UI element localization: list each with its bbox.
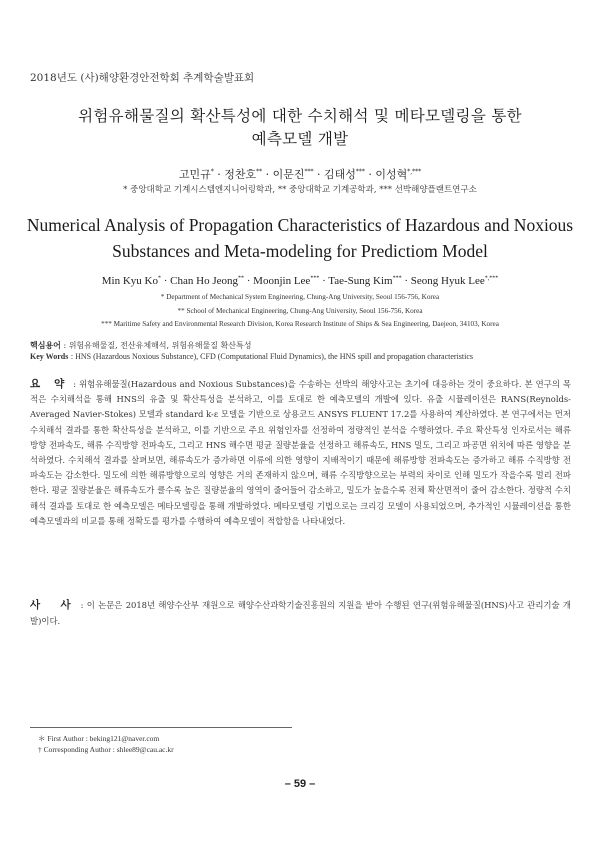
- acknowledgment: [30, 597, 571, 629]
- acknowledgment-lead: 사 사: [30, 599, 79, 611]
- abstract-lead: 요 약: [30, 378, 70, 390]
- author-separator: ·: [322, 275, 326, 287]
- author-mark: *: [158, 275, 161, 282]
- keywords-english-label: Key Words: [30, 352, 69, 361]
- korean-author: 고민규: [178, 168, 211, 181]
- keywords-english-text: : HNS (Hazardous Noxious Substance), CFD (Computational Fluid Dynamics), the HNS spill and propagation characteristics: [70, 352, 474, 361]
- page-number: – 59 –: [284, 778, 316, 790]
- korean-title-line-1: 위험유해물질의 확산특성에 대한 수치해석 및 메타모델링을 통한: [78, 107, 522, 125]
- author-mark: ***: [304, 168, 314, 176]
- author-mark: *: [210, 168, 214, 176]
- keywords-korean-text: : 위험유해물질, 전산유체해석, 위험유해물질 확산특성: [63, 341, 252, 350]
- author-separator: ·: [217, 168, 221, 181]
- abstract-text: : 위험유해물질(Hazardous and Noxious Substances)을 수송하는 선박의 해양사고는 초기에 대응하는 것이 중요하다. 본 연구의 목적은 수치해석을 통해 HNS의 유출 및 확산특성을 분석하고, 이를 토대로 한 예측모델의 개발에 있다. 유출 시뮬레이션은 RANS(Reynolds-Averaged Navier-Stokes) 모델과 standard k-ε 모델을 기반으로 상용코드 ANSYS FLUENT 17.2를 사용하여 계산하였다. 본 연구에서는 먼저 수치해석 결과를 통한 확산특성을 분석하고, 이를 기반으로 주요 위험인자를 선정하여 정량적인 분석을 수행하였다. 주요 확산특성 인자로서는 해류방향 전파속도, 해류 수직방향 전파속도, 그리고 HNS 해수면 평균 질량분율을 선정하고 해류속도, HNS 밀도, 그리고 파공면 위치에 따른 영향을 분석하였다. 수치해석 결과를 살펴보면, 해류속도가 증가하면 이류에 의한 영향이 지배적이기 때문에 해류방향 전파속도는 증가하고 해류 수직방향 전파속도는 감소한다. 밀도에 의한 해류방향으로의 영향은 거의 존재하지 않으며, 해류 수직방향으로는 부력의 차이로 인해 밀도가 작을수록 멀리 전파한다. 평균 질량분율은 해류속도가 클수록 높은 질량분율의 영역이 줄어들어 감소하고, 밀도가 높을수록 전체 확산면적이 줄어 감소한다. 정량적 수치해석 결과를 토대로 한 예측모델은 메타모델링을 통해 개발하였다. 메타모델링 기법으로는 크리깅 모델이 사용되었으며, 추가적인 시뮬레이션을 통한 예측모델과의 비교를 통해 정확도를 평가를 수행하여 예측모델이 적합함을 나타내었다.: [30, 379, 571, 526]
- footnote-corresponding-author: † Corresponding Author : shlee89@cau.ac.kr: [38, 745, 174, 754]
- english-author: Chan Ho Jeong: [170, 275, 238, 287]
- english-author: Tae-Sung Kim: [328, 275, 393, 287]
- korean-affiliation: * 중앙대학교 기계시스템엔지니어링학과, ** 중앙대학교 기계공학과, *** 선박해양플랜트연구소: [123, 185, 477, 195]
- korean-author: 이문진: [272, 168, 305, 181]
- author-mark: ***: [392, 275, 402, 282]
- author-mark: **: [238, 275, 244, 282]
- author-mark: *,***: [407, 168, 422, 176]
- author-separator: ·: [316, 168, 321, 181]
- korean-author: 이성혁: [375, 168, 408, 181]
- conference-header: 2018년도 (사)해양환경안전학회 추계학술발표회: [30, 72, 255, 84]
- keywords-korean: [30, 340, 251, 351]
- author-separator: ·: [163, 275, 168, 287]
- korean-author-list: [0, 166, 600, 182]
- author-separator: ·: [368, 168, 372, 181]
- english-title-line-1: Numerical Analysis of Propagation Characteristics of Hazardous and Noxious: [26, 215, 574, 235]
- english-author: Min Kyu Ko: [101, 275, 158, 287]
- footnote-first-author: ＊ First Author : beking121@naver.com: [38, 734, 160, 743]
- footnote-divider: [30, 727, 292, 728]
- english-affiliation-1: * Department of Mechanical System Engineering, Chung-Ang University, Seoul 156-756, Korea: [160, 293, 440, 301]
- english-author-list: [0, 275, 600, 287]
- keywords-korean-label: 핵심용어: [30, 340, 61, 350]
- keywords-english: [30, 352, 473, 361]
- author-mark: ***: [355, 168, 365, 176]
- author-mark: **: [256, 168, 263, 176]
- english-affiliation-2: ** School of Mechanical Engineering, Chung-Ang University, Seoul 156-756, Korea: [177, 307, 423, 315]
- english-author: Moonjin Lee: [253, 275, 311, 287]
- korean-author: 정찬호: [224, 168, 257, 181]
- acknowledgment-text: : 이 논문은 2018년 해양수산부 재원으로 해양수산과학기술진흥원의 지원을 받아 수행된 연구(위험유해물질(HNS)사고 관리기술 개발)이다.: [30, 600, 571, 626]
- author-separator: ·: [265, 168, 270, 181]
- english-affiliation-3: *** Maritime Safety and Environmental Research Division, Korea Research Institute of Ships & Sea Engineering, Daejeon, 34103, Korea: [101, 320, 499, 328]
- author-separator: ·: [404, 275, 409, 287]
- abstract: [30, 377, 571, 529]
- korean-author: 김태성: [323, 168, 356, 181]
- korean-title-line-2: 예측모델 개발: [251, 130, 349, 148]
- english-author: Seong Hyuk Lee: [410, 275, 485, 287]
- english-title-line-2: Substances and Meta-modeling for Predictiom Model: [112, 241, 488, 261]
- author-mark: ***: [310, 275, 320, 282]
- author-mark: *,***: [484, 275, 499, 282]
- author-separator: ·: [246, 275, 251, 287]
